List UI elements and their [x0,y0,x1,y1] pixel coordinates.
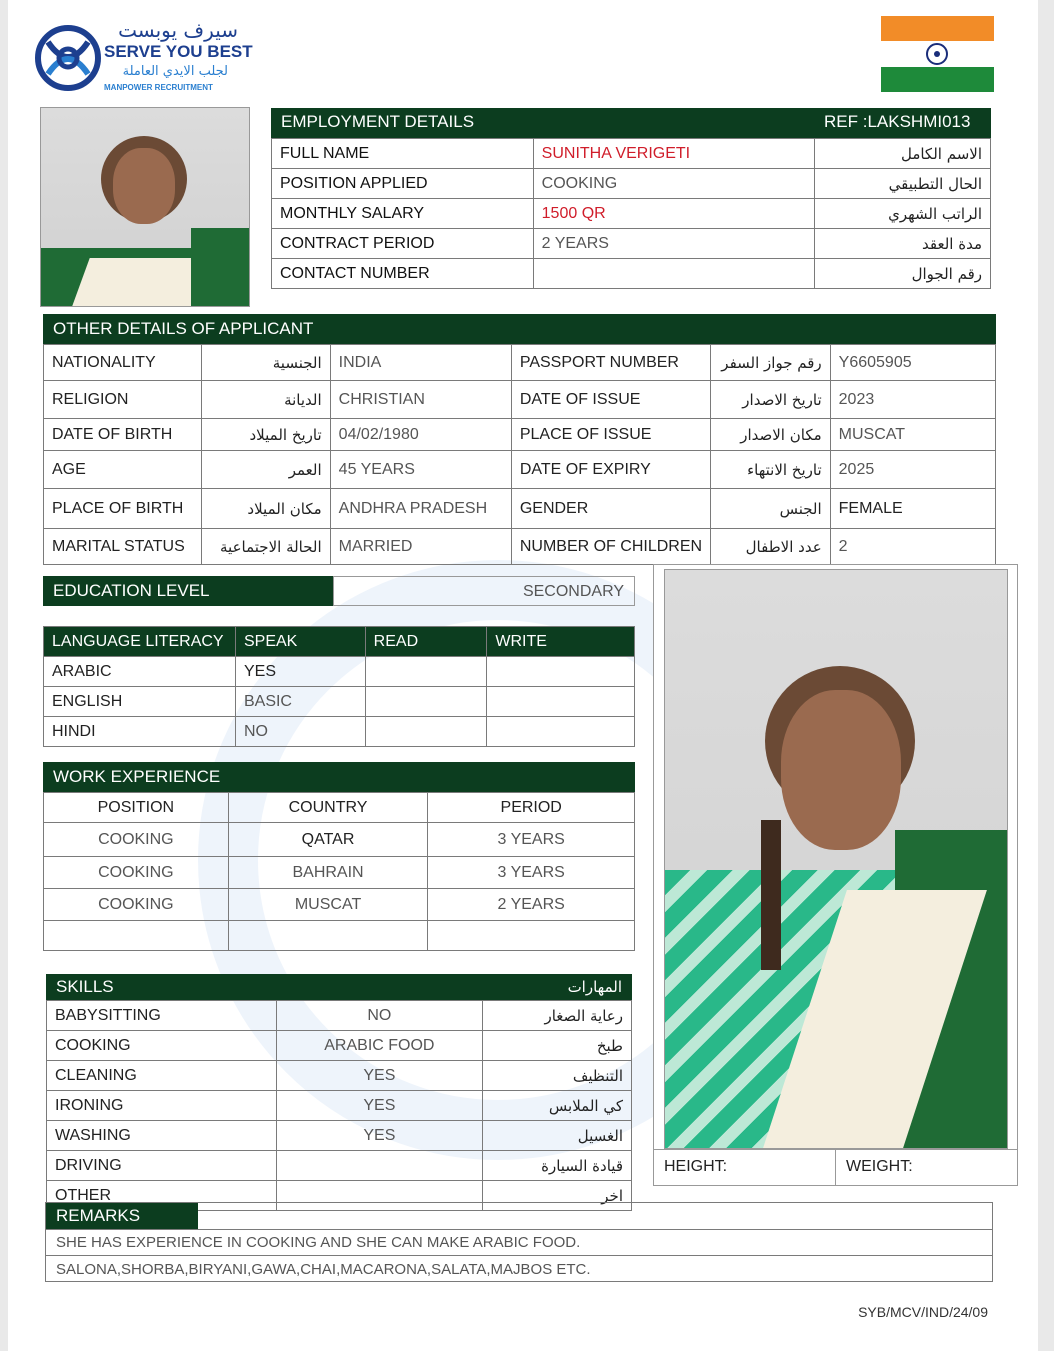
employment-table [271,138,991,289]
language-table [43,626,635,747]
table-row [44,451,996,489]
nationality-value: INDIA [330,345,511,381]
table-row [272,169,991,199]
marital-label-ar: الحالة الاجتماعية [202,529,330,565]
speak-level: NO [235,717,365,747]
skill-label: DRIVING [47,1151,277,1181]
write-level [487,717,635,747]
work-position: COOKING [44,889,229,921]
skill-label: COOKING [47,1031,277,1061]
skill-label: CLEANING [47,1061,277,1091]
nationality-label: NATIONALITY [44,345,202,381]
read-level [365,717,487,747]
read-level [365,687,487,717]
salary-label: MONTHLY SALARY [272,199,534,229]
position-label: POSITION APPLIED [272,169,534,199]
skill-label-ar: طبخ [483,1031,632,1061]
cv-page [8,0,1038,1351]
gender-label-ar: الجنس [711,489,831,529]
work-experience-header: WORK EXPERIENCE [43,762,635,792]
table-row [44,921,635,951]
language-name: ENGLISH [44,687,236,717]
other-details-table [43,344,996,565]
logo-english-name: SERVE YOU BEST [104,42,253,61]
table-row [272,229,991,259]
skills-header [46,974,632,1000]
position-label-ar: الحال التطبيقي [815,169,991,199]
gender-label: GENDER [511,489,710,529]
work-position: COOKING [44,823,229,857]
work-country: MUSCAT [228,889,428,921]
religion-label-ar: الديانة [202,381,330,419]
skill-value [276,1151,483,1181]
employment-header-title: EMPLOYMENT DETAILS [281,112,475,131]
table-row [47,1061,632,1091]
skill-label-ar: قيادة السيارة [483,1151,632,1181]
contact-label-ar: رقم الجوال [815,259,991,289]
logo-emblem-icon [34,22,102,94]
work-position [44,921,229,951]
skill-label-ar: رعاية الصغار [483,1001,632,1031]
remarks-line-2: SALONA,SHORBA,BIRYANI,GAWA,CHAI,MACARONA,SALATA,MAJBOS ETC. [46,1255,992,1282]
issue-place-label: PLACE OF ISSUE [511,419,710,451]
contract-label-ar: مدة العقد [815,229,991,259]
children-label-ar: عدد الاطفال [711,529,831,565]
work-period: 3 YEARS [428,823,635,857]
religion-value: CHRISTIAN [330,381,511,419]
work-experience-table [43,792,635,951]
table-row [47,1001,632,1031]
logo-arabic-sub: لجلب الايدي العاملة [122,64,228,79]
table-row [47,1031,632,1061]
skills-header-ar: المهارات [567,978,622,996]
marital-value: MARRIED [330,529,511,565]
age-value: 45 YEARS [330,451,511,489]
applicant-photo-large [664,569,1008,1149]
table-row [44,889,635,921]
write-level [487,657,635,687]
nationality-label-ar: الجنسية [202,345,330,381]
table-row [44,857,635,889]
skill-label-ar: الغسيل [483,1121,632,1151]
write-col-header: WRITE [487,627,635,657]
speak-col-header: SPEAK [235,627,365,657]
age-label-ar: العمر [202,451,330,489]
skill-value: YES [276,1061,483,1091]
table-row [44,345,996,381]
read-level [365,657,487,687]
skills-table [46,1000,632,1211]
birthplace-value: ANDHRA PRADESH [330,489,511,529]
speak-level: BASIC [235,687,365,717]
table-row [44,687,635,717]
table-row [47,1091,632,1121]
document-code: SYB/MCV/IND/24/09 [858,1304,988,1320]
table-row [47,1151,632,1181]
contact-value [533,259,815,289]
country-col-header: COUNTRY [228,793,428,823]
contact-label: CONTACT NUMBER [272,259,534,289]
contract-label: CONTRACT PERIOD [272,229,534,259]
skill-label-ar: التنظيف [483,1061,632,1091]
height-field [654,1149,836,1186]
remarks-line-1: SHE HAS EXPERIENCE IN COOKING AND SHE CAN MAKE ARABIC FOOD. [46,1229,992,1255]
language-name: ARABIC [44,657,236,687]
write-level [487,687,635,717]
table-row [272,139,991,169]
work-period: 2 YEARS [428,889,635,921]
weight-field [836,1149,1017,1186]
salary-value: 1500 QR [533,199,815,229]
table-row [272,259,991,289]
skill-label-ar: كي الملابس [483,1091,632,1121]
age-label: AGE [44,451,202,489]
table-row [44,717,635,747]
position-value: COOKING [533,169,815,199]
table-row [44,489,996,529]
applicant-photo-small [40,107,250,307]
company-logo [34,20,254,98]
weight-label: WEIGHT: [846,1158,913,1175]
table-row [44,529,996,565]
work-country: QATAR [228,823,428,857]
skill-value: ARABIC FOOD [276,1031,483,1061]
table-row [272,199,991,229]
table-row [44,823,635,857]
salary-label-ar: الراتب الشهري [815,199,991,229]
full-name-value: SUNITHA VERIGETI [533,139,815,169]
full-name-label: FULL NAME [272,139,534,169]
skill-value: YES [276,1091,483,1121]
issue-place-label-ar: مكان الاصدار [711,419,831,451]
speak-level: YES [235,657,365,687]
period-col-header: PERIOD [428,793,635,823]
skill-label-ar: اخر [483,1181,632,1211]
position-col-header: POSITION [44,793,229,823]
remarks-section [45,1202,993,1282]
birthplace-label-ar: مكان الميلاد [202,489,330,529]
skill-label: BABYSITTING [47,1001,277,1031]
skill-label: WASHING [47,1121,277,1151]
employment-header [271,108,991,138]
logo-arabic-name: سيرف يوبست [118,18,238,42]
logo-english-sub: MANPOWER RECRUITMENT [104,83,213,92]
contract-value: 2 YEARS [533,229,815,259]
dob-label-ar: تاريخ الميلاد [202,419,330,451]
marital-label: MARITAL STATUS [44,529,202,565]
work-position: COOKING [44,857,229,889]
skill-value: NO [276,1001,483,1031]
table-row [44,381,996,419]
work-period: 3 YEARS [428,857,635,889]
issue-date-label: DATE OF ISSUE [511,381,710,419]
expiry-value: 2025 [830,451,995,489]
children-value: 2 [830,529,995,565]
education-label: EDUCATION LEVEL [43,576,333,606]
table-row [44,657,635,687]
gender-value: FEMALE [830,489,995,529]
skill-label: OTHER [47,1181,277,1211]
remarks-header: REMARKS [46,1203,198,1229]
ashoka-chakra-icon [925,42,949,66]
religion-label: RELIGION [44,381,202,419]
language-col-header: LANGUAGE LITERACY [44,627,236,657]
issue-place-value: MUSCAT [830,419,995,451]
work-country: BAHRAIN [228,857,428,889]
passport-label-ar: رقم جواز السفر [711,345,831,381]
language-header-row [44,627,635,657]
work-country [228,921,428,951]
table-row [44,419,996,451]
passport-value: Y6605905 [830,345,995,381]
language-name: HINDI [44,717,236,747]
expiry-label-ar: تاريخ الانتهاء [711,451,831,489]
table-row [47,1121,632,1151]
skills-header-title: SKILLS [56,977,114,996]
passport-label: PASSPORT NUMBER [511,345,710,381]
reference-number: REF :LAKSHMI013 [824,112,971,131]
issue-date-value: 2023 [830,381,995,419]
work-period [428,921,635,951]
birthplace-label: PLACE OF BIRTH [44,489,202,529]
read-col-header: READ [365,627,487,657]
india-flag [881,16,994,92]
work-header-row [44,793,635,823]
dob-label: DATE OF BIRTH [44,419,202,451]
expiry-label: DATE OF EXPIRY [511,451,710,489]
education-value: SECONDARY [333,576,635,606]
children-label: NUMBER OF CHILDREN [511,529,710,565]
skill-label: IRONING [47,1091,277,1121]
full-name-label-ar: الاسم الكامل [815,139,991,169]
dob-value: 04/02/1980 [330,419,511,451]
issue-date-label-ar: تاريخ الاصدار [711,381,831,419]
other-details-header: OTHER DETAILS OF APPLICANT [43,314,996,344]
height-label: HEIGHT: [664,1158,728,1175]
skill-value: YES [276,1121,483,1151]
large-photo-frame [653,564,1018,1186]
